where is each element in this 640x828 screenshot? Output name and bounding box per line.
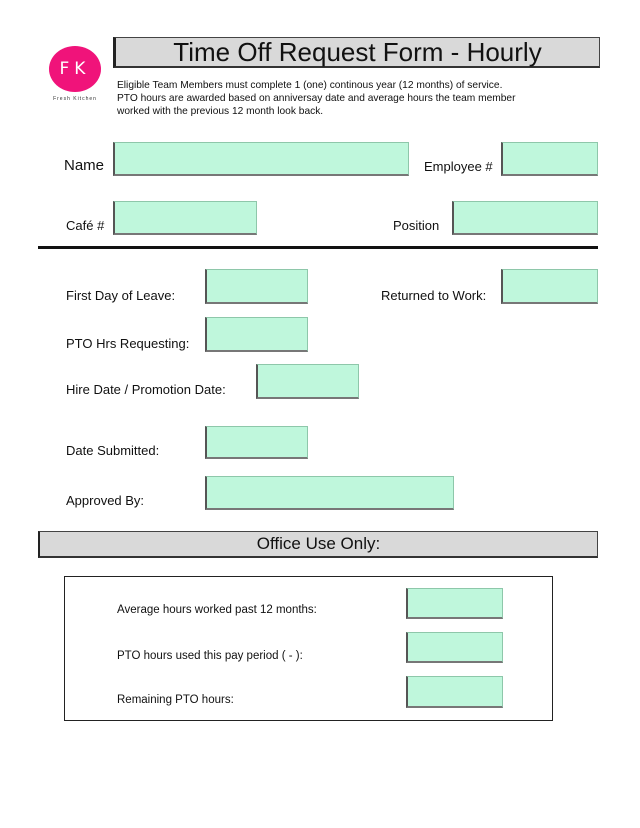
cafe-label: Café # (66, 218, 105, 233)
office-use-heading: Office Use Only: (38, 531, 598, 558)
employee-number-label: Employee # (424, 159, 493, 174)
note-line: PTO hours are awarded based on anniversay date and average hours the team member (117, 93, 516, 104)
pto-used-field[interactable] (406, 632, 503, 663)
date-submitted-label: Date Submitted: (66, 443, 160, 458)
approved-by-label: Approved By: (66, 493, 145, 508)
logo-initials: FK (59, 59, 91, 79)
returned-field[interactable] (501, 269, 598, 304)
avg-hours-label: Average hours worked past 12 months: (117, 604, 317, 616)
approved-by-field[interactable] (205, 476, 454, 510)
pto-used-label: PTO hours used this pay period ( - ): (117, 650, 303, 662)
form-title: Time Off Request Form - Hourly (113, 37, 600, 68)
eligibility-note (117, 79, 547, 118)
remaining-pto-field[interactable] (406, 676, 503, 708)
position-label: Position (393, 218, 440, 233)
name-field[interactable] (113, 142, 409, 176)
name-label: Name (64, 157, 105, 174)
note-line: Eligible Team Members must complete 1 (one) continous year (12 months) of service. (117, 80, 503, 91)
position-field[interactable] (452, 201, 598, 235)
pto-hours-label: PTO Hrs Requesting: (66, 336, 190, 351)
first-day-label: First Day of Leave: (66, 288, 176, 303)
employee-number-field[interactable] (501, 142, 598, 176)
note-line: worked with the previous 12 month look back. (117, 106, 324, 117)
section-divider (38, 246, 598, 249)
pto-hours-field[interactable] (205, 317, 308, 352)
cafe-field[interactable] (113, 201, 257, 235)
logo-tagline: Fresh Kitchen (53, 96, 97, 102)
fresh-kitchen-logo (49, 46, 101, 92)
returned-label: Returned to Work: (381, 288, 487, 303)
date-submitted-field[interactable] (205, 426, 308, 459)
avg-hours-field[interactable] (406, 588, 503, 619)
hire-date-label: Hire Date / Promotion Date: (66, 382, 226, 397)
first-day-field[interactable] (205, 269, 308, 304)
remaining-pto-label: Remaining PTO hours: (117, 694, 234, 706)
hire-date-field[interactable] (256, 364, 359, 399)
